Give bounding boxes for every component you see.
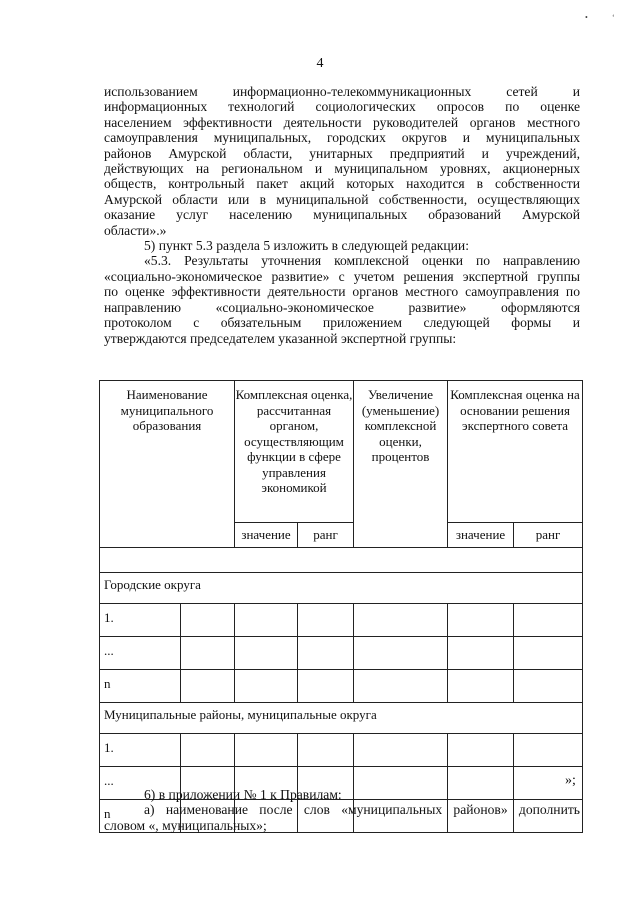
corner-mark-dot: • bbox=[585, 13, 588, 22]
quote-line: «5.3. Результаты уточнения комплексной оценки по направлению bbox=[144, 253, 580, 269]
row-label: 1. bbox=[100, 604, 181, 637]
intro-line: информационных технологий социологических опросов по оценке bbox=[104, 99, 580, 115]
subheader-value: значение bbox=[235, 523, 298, 548]
document-body bbox=[104, 84, 580, 346]
group-title: Муниципальные районы, муниципальные округа bbox=[100, 703, 583, 734]
quote-line: утверждаются председателем указанной экспертной группы: bbox=[104, 330, 457, 346]
header-change-percent: Увеличение (уменьшение) комплексной оценки, процентов bbox=[354, 381, 448, 548]
closing-quote-mark: »; bbox=[565, 773, 576, 788]
table-row bbox=[100, 670, 583, 703]
item-6a-line: словом «, муниципальных»; bbox=[104, 817, 267, 833]
table-cell bbox=[514, 637, 583, 670]
table-cell bbox=[298, 734, 354, 767]
row-label: n bbox=[100, 670, 181, 703]
intro-line: действующих на региональном и муниципальном уровнях, акционерных bbox=[104, 161, 580, 177]
quote-line: «социально-экономическое развитие» с учетом решения экспертной группы bbox=[104, 268, 580, 284]
table-cell bbox=[181, 734, 235, 767]
row-label: n bbox=[100, 800, 181, 833]
table-cell bbox=[235, 637, 298, 670]
table-cell bbox=[181, 604, 235, 637]
table-cell bbox=[354, 734, 448, 767]
item-6-line: 6) в приложении № 1 к Правилам: bbox=[144, 787, 342, 802]
item-5-line: 5) пункт 5.3 раздела 5 изложить в следующей редакции: bbox=[144, 238, 469, 254]
quote-line: протоколом с обязательным приложением следующей формы и bbox=[104, 315, 580, 331]
table-cell bbox=[514, 670, 583, 703]
table-cell bbox=[298, 637, 354, 670]
quote-line: по оценке эффективности деятельности органов местного самоуправления по bbox=[104, 284, 580, 300]
table-cell bbox=[298, 604, 354, 637]
table-row bbox=[100, 734, 583, 767]
header-expert-assessment: Комплексная оценка на основании решения экспертного совета bbox=[448, 381, 583, 523]
table-cell bbox=[354, 604, 448, 637]
table-cell bbox=[181, 637, 235, 670]
table-cell bbox=[181, 670, 235, 703]
assessment-form-table bbox=[99, 380, 583, 833]
intro-line: использованием информационно-телекоммуникационных сетей и bbox=[104, 84, 580, 99]
intro-line: обществ, контрольный пакет акций которых находится в собственности bbox=[104, 176, 580, 192]
row-label: ... bbox=[100, 637, 181, 670]
table-cell bbox=[448, 637, 514, 670]
table-row bbox=[100, 637, 583, 670]
header-municipality-name: Наименование муниципального образования bbox=[100, 381, 235, 548]
intro-line: Амурской области или в муниципальной собственности, осуществляющих bbox=[104, 191, 580, 207]
subheader-rank: ранг bbox=[298, 523, 354, 548]
table-cell bbox=[448, 604, 514, 637]
table-cell bbox=[235, 734, 298, 767]
table-cell bbox=[448, 670, 514, 703]
page-number: 4 bbox=[316, 56, 324, 71]
intro-line: области».» bbox=[104, 222, 167, 238]
item-6a-line: а) наименование после слов «муниципальных районов» дополнить bbox=[144, 802, 580, 818]
quote-line: направлению «социально-экономическое развитие» оформляются bbox=[104, 299, 580, 315]
intro-line: самоуправления муниципальных, городских округов и муниципальных bbox=[104, 130, 580, 146]
table-cell bbox=[448, 734, 514, 767]
group-title: Городские округа bbox=[100, 573, 583, 604]
intro-line: оказание услуг населению муниципальных образований Амурской bbox=[104, 207, 580, 223]
subheader-value: значение bbox=[448, 523, 514, 548]
row-label: ... bbox=[100, 767, 181, 800]
table-cell bbox=[354, 637, 448, 670]
table-cell bbox=[235, 670, 298, 703]
table-row bbox=[100, 604, 583, 637]
table-cell bbox=[235, 604, 298, 637]
corner-mark-tick: ‘ bbox=[612, 13, 615, 22]
document-body-continued bbox=[104, 787, 580, 833]
table-cell bbox=[298, 670, 354, 703]
table-cell bbox=[354, 670, 448, 703]
table-cell bbox=[514, 604, 583, 637]
table-cell bbox=[514, 734, 583, 767]
spacer-row bbox=[100, 548, 583, 573]
intro-line: районов Амурской области, унитарных предприятий и учреждений, bbox=[104, 145, 580, 161]
row-label: 1. bbox=[100, 734, 181, 767]
intro-line: населением эффективности деятельности руководителей органов местного bbox=[104, 114, 580, 130]
header-complex-assessment: Комплексная оценка, рассчитанная органом, осуществляющим функции в сфере управления экономикой bbox=[235, 381, 354, 523]
subheader-rank: ранг bbox=[514, 523, 583, 548]
